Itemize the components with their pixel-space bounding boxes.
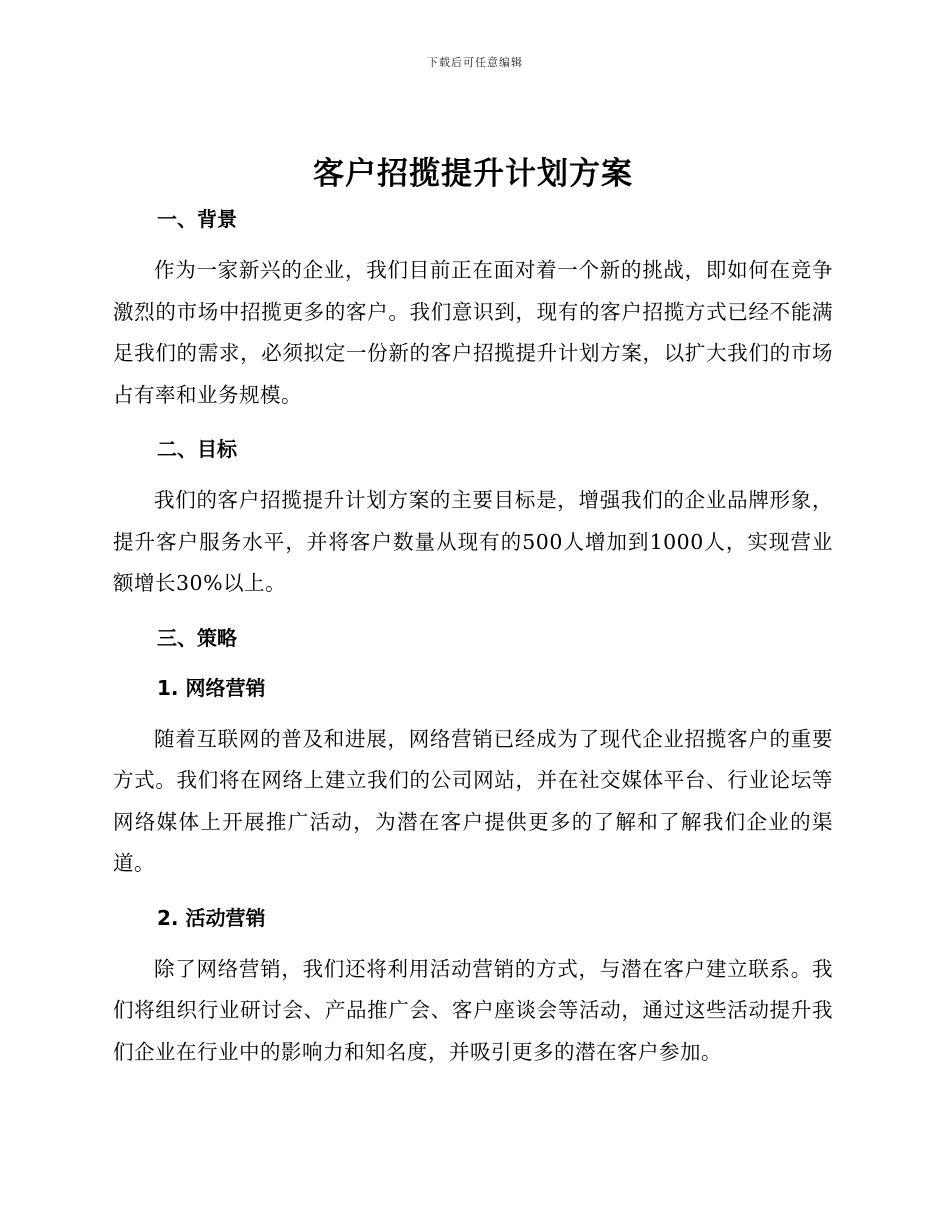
paragraph-event-marketing: 除了网络营销，我们还将利用活动营销的方式，与潜在客户建立联系。我们将组织行业研讨会、产品推广会、客户座谈会等活动，通过这些活动提升我们企业在行业中的影响力和知名度，并吸引更多的潜在客户参加。 [113,956,833,1064]
section-heading-background: 一、背景 [157,207,237,231]
spacer [113,605,833,619]
sub-heading-online-marketing: 1. 网络营销 [157,675,266,700]
paragraph-goal: 我们的客户招揽提升计划方案的主要目标是，增强我们的企业品牌形象，提升客户服务水平，并将客户数量从现有的500人增加到1000人，实现营业额增长30%以上。 [113,488,833,595]
spacer [113,657,833,669]
spacer [113,707,833,719]
spacer [113,937,833,949]
paragraph-background: 作为一家新兴的企业，我们目前正在面对着一个新的挑战，即如何在竞争激烈的市场中招揽更多的客户。我们意识到，现有的客户招揽方式已经不能满足我们的需求，必须拟定一份新的客户招揽提升计划方案，以扩大我们的市场占有率和业务规模。 [113,258,833,407]
section-heading-strategy: 三、策略 [157,625,237,650]
document-title: 客户招揽提升计划方案 [313,156,633,192]
spacer [113,238,833,250]
spacer [113,416,833,430]
sub-heading-event-marketing: 2. 活动营销 [157,905,266,930]
document-body [113,148,833,1073]
paragraph-online-marketing: 随着互联网的普及和进展，网络营销已经成为了现代企业招揽客户的重要方式。我们将在网络上建立我们的公司网站，并在社交媒体平台、行业论坛等网络媒体上开展推广活动，为潜在客户提供更多的了解和了解我们企业的渠道。 [113,726,833,875]
spacer [113,885,833,899]
spacer [113,468,833,480]
header-note: 下载后可任意编辑 [427,56,523,69]
section-heading-goal: 二、目标 [157,437,237,461]
